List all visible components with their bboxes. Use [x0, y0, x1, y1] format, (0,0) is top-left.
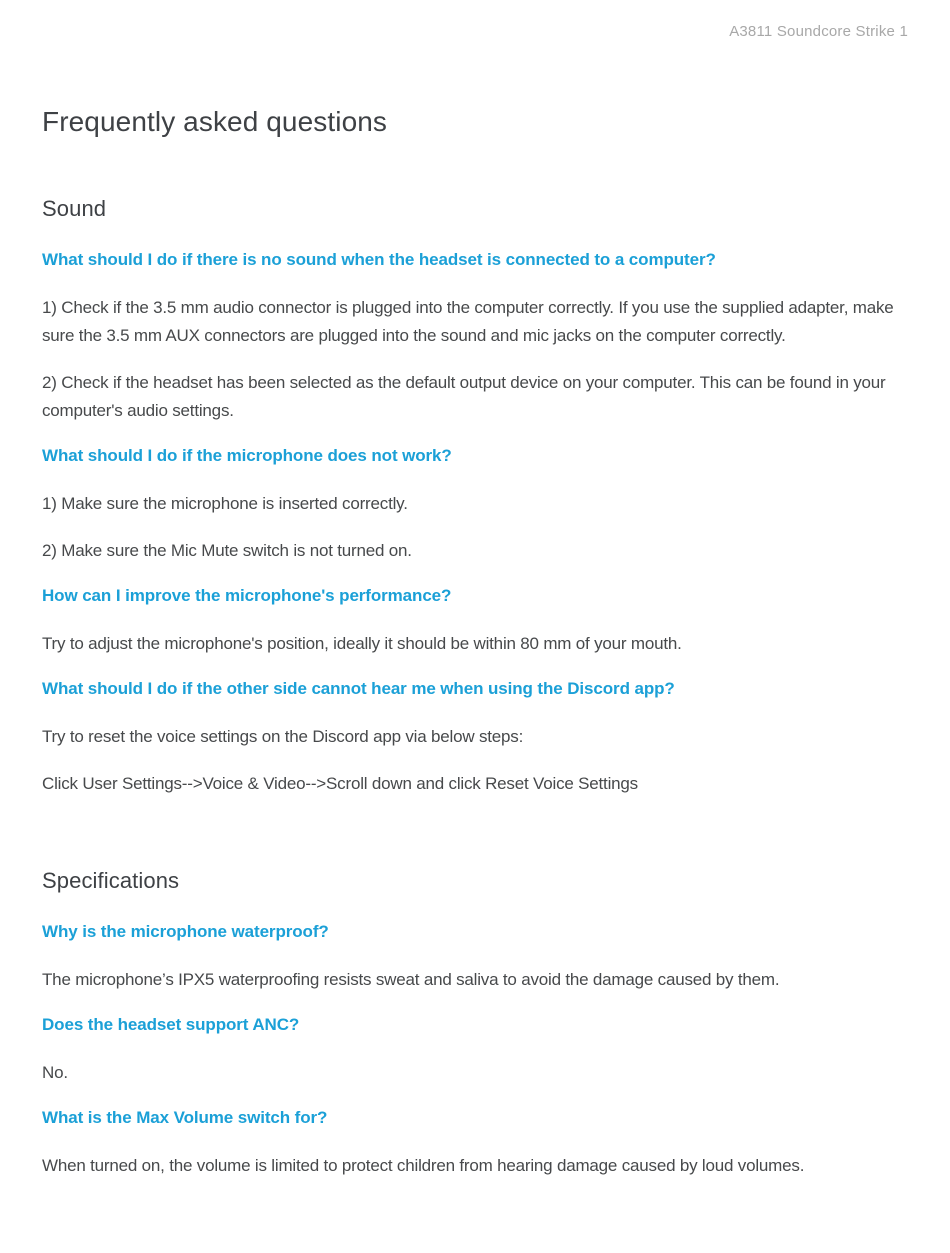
section-sound [42, 194, 908, 798]
faq-item [42, 1013, 908, 1087]
section-specifications [42, 866, 908, 1180]
faq-answer-paragraph: 1) Make sure the microphone is inserted correctly. [42, 494, 408, 513]
faq-question: Why is the microphone waterproof? [42, 922, 329, 941]
faq-answer [42, 630, 908, 658]
faq-item [42, 920, 908, 994]
faq-item [42, 677, 908, 798]
faq-question: How can I improve the microphone's performance? [42, 586, 452, 605]
faq-answer-paragraph: Try to reset the voice settings on the Discord app via below steps: [42, 727, 524, 746]
faq-answer-paragraph: 1) Check if the 3.5 mm audio connector is plugged into the computer correctly. If you use the supplied adapter, make sure the 3.5 mm AUX connectors are plugged into the sound and mic jacks on the computer correctly. [42, 298, 894, 345]
faq-question: Does the headset support ANC? [42, 1015, 300, 1034]
section-heading-specifications: Specifications [42, 868, 180, 893]
faq-question: What should I do if there is no sound when the headset is connected to a computer? [42, 250, 716, 269]
faq-question: What should I do if the microphone does not work? [42, 446, 452, 465]
faq-answer [42, 1152, 908, 1180]
doc-header-model: A3811 Soundcore Strike 1 [729, 23, 908, 40]
faq-question: What should I do if the other side cannot hear me when using the Discord app? [42, 679, 675, 698]
section-heading-sound: Sound [42, 196, 107, 221]
faq-answer-paragraph: 2) Make sure the Mic Mute switch is not turned on. [42, 541, 412, 560]
faq-item [42, 444, 908, 565]
faq-item [42, 1106, 908, 1180]
faq-answer-paragraph: No. [42, 1063, 68, 1082]
faq-answer [42, 1059, 908, 1087]
faq-answer [42, 490, 908, 565]
faq-answer-paragraph: Click User Settings-->Voice & Video-->Scroll down and click Reset Voice Settings [42, 774, 638, 793]
faq-item [42, 248, 908, 425]
faq-answer-paragraph: The microphone’s IPX5 waterproofing resists sweat and saliva to avoid the damage caused by them. [42, 970, 780, 989]
faq-question: What is the Max Volume switch for? [42, 1108, 328, 1127]
faq-answer-paragraph: 2) Check if the headset has been selected as the default output device on your computer. This can be found in your computer's audio settings. [42, 373, 886, 420]
page-title: Frequently asked questions [42, 106, 388, 137]
faq-answer [42, 723, 908, 798]
faq-answer-paragraph: When turned on, the volume is limited to protect children from hearing damage caused by loud volumes. [42, 1156, 805, 1175]
faq-item [42, 584, 908, 658]
faq-answer [42, 966, 908, 994]
faq-answer [42, 294, 908, 425]
faq-answer-paragraph: Try to adjust the microphone's position, ideally it should be within 80 mm of your mouth. [42, 634, 682, 653]
